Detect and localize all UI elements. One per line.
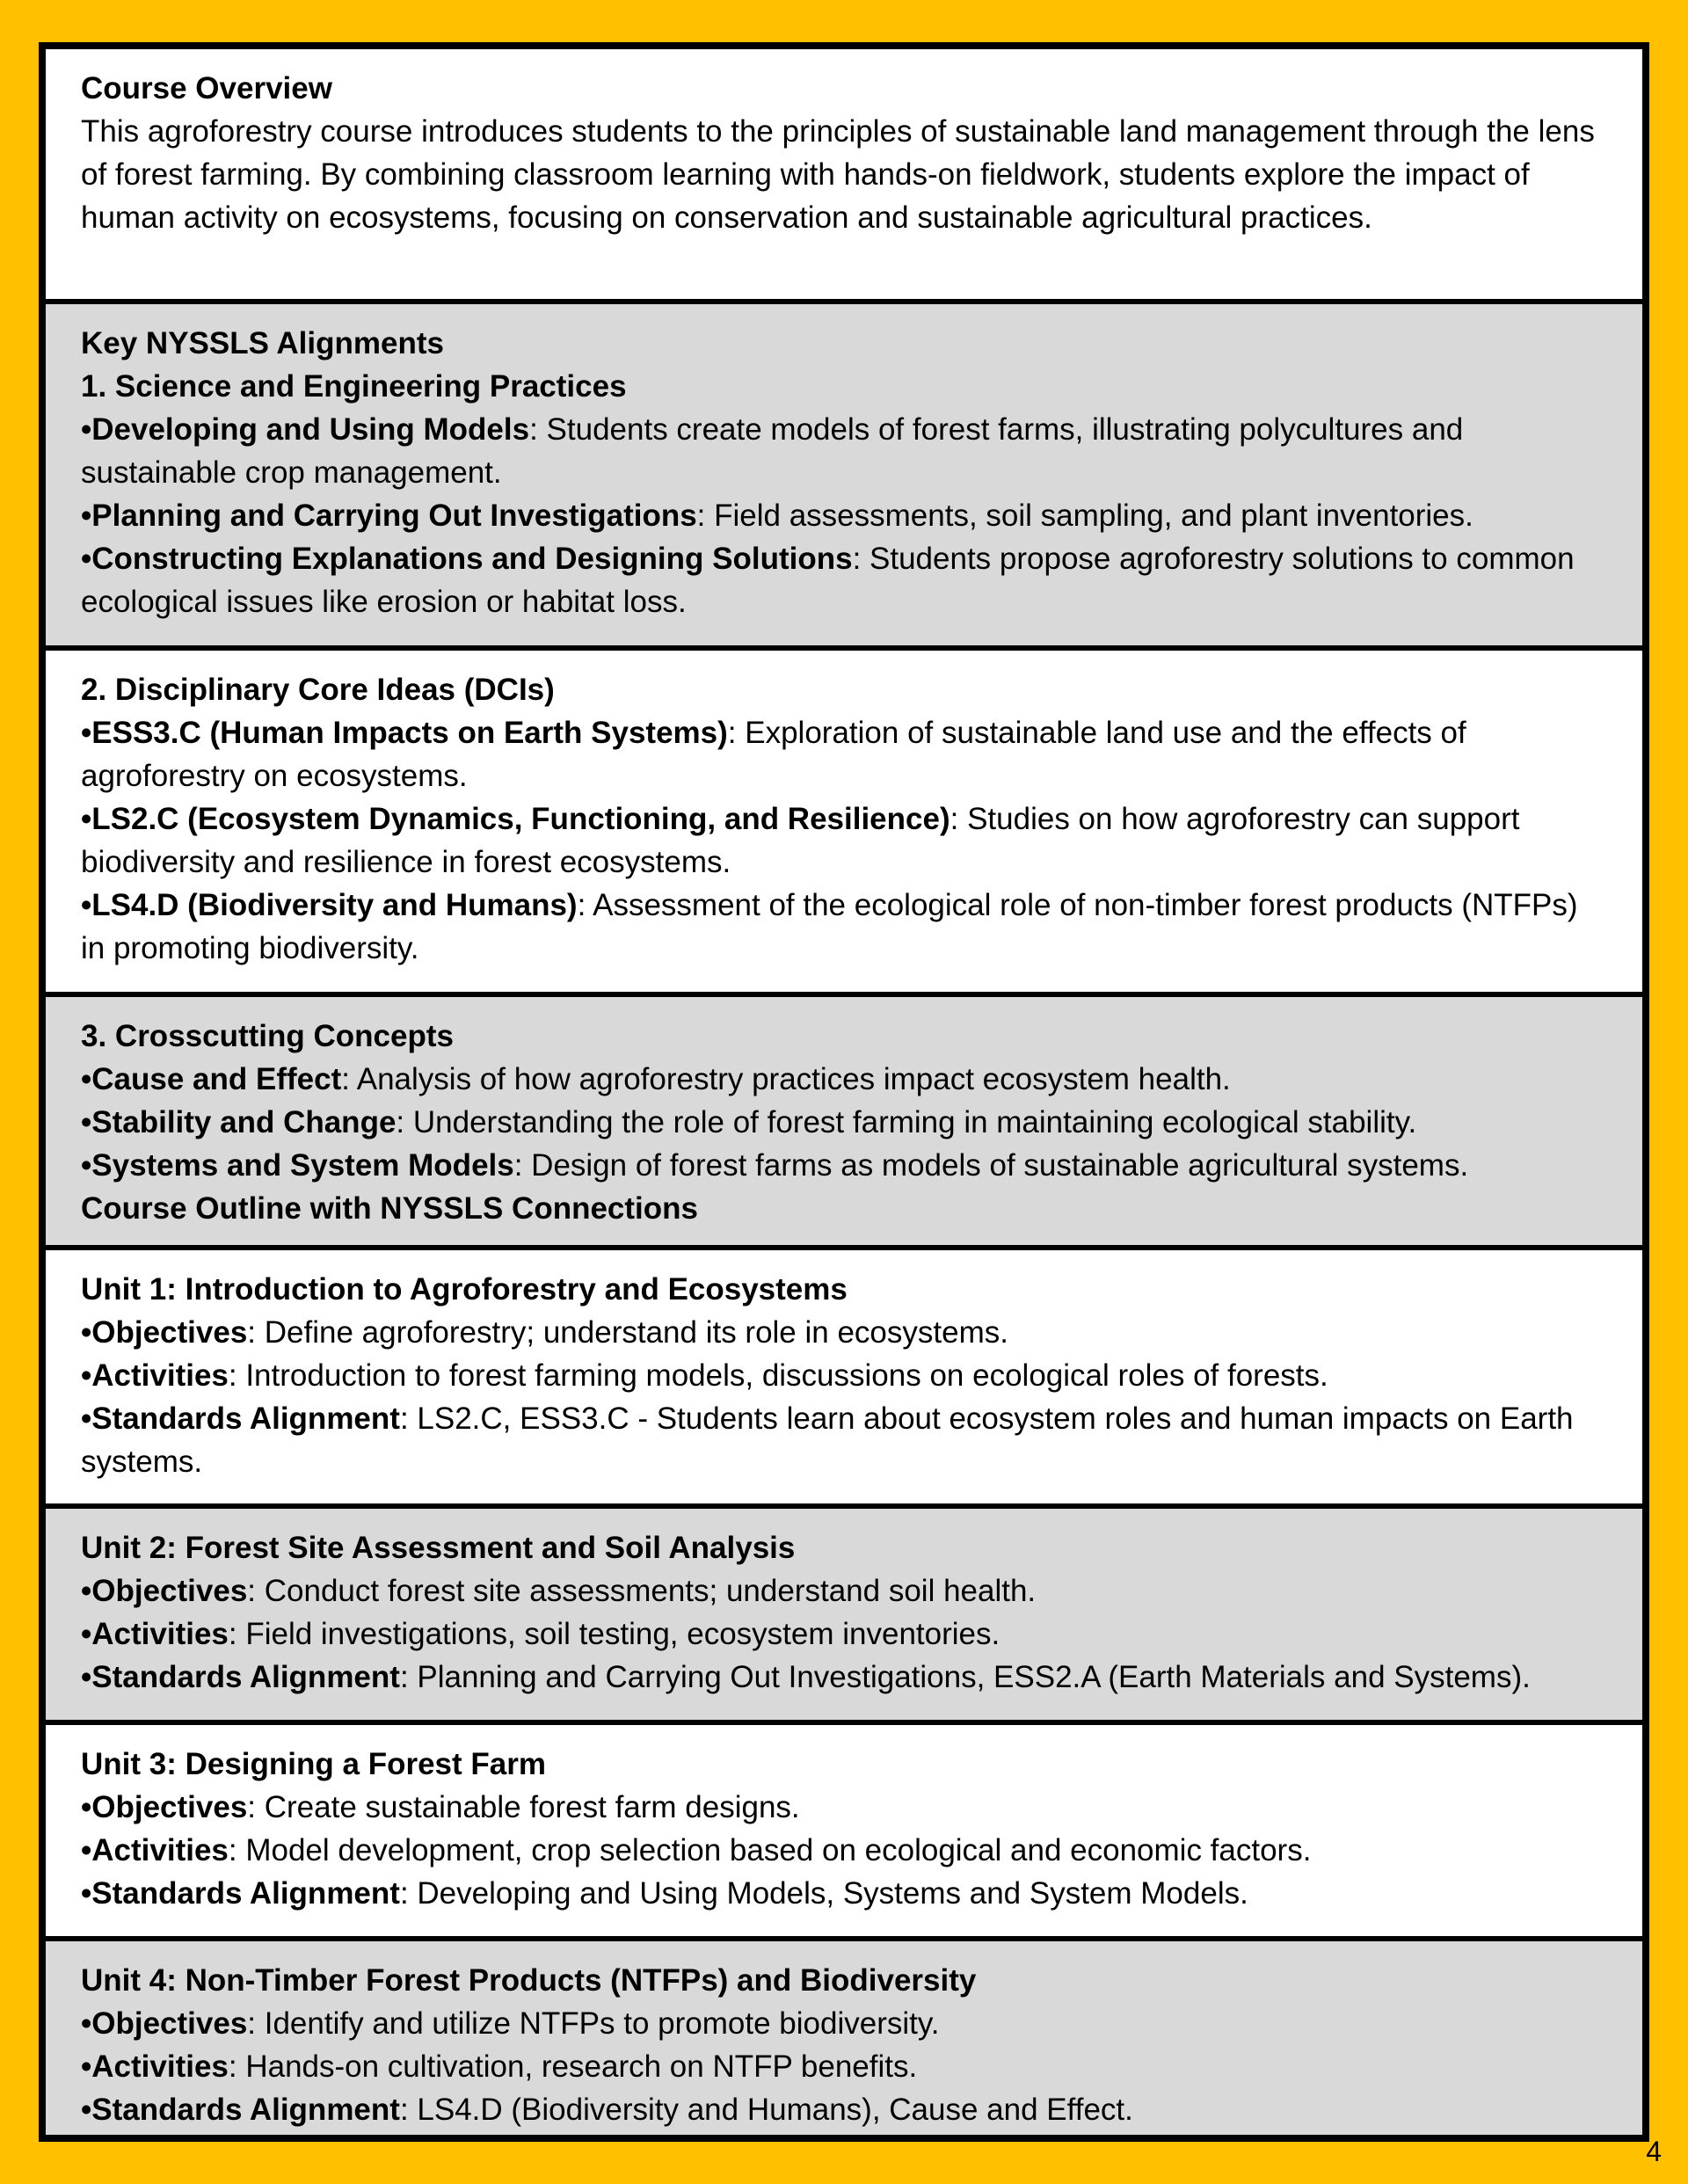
crosscutting-section [46,992,1642,1245]
bullet-term: •Activities [81,2049,229,2084]
bullet-item [81,884,1607,970]
key-alignments-section [46,299,1642,645]
bullet-desc: : Studies on how agroforestry can support biodiversity and resilience in forest ecosystems. [81,802,1520,879]
bullet-term: •Cause and Effect [81,1062,342,1096]
section-heading: 2. Disciplinary Core Ideas (DCIs) [81,673,555,707]
bullet-term: •Standards Alignment [81,1660,400,1694]
bullet-item [81,1311,1607,1354]
bullet-item [81,1872,1607,1915]
bullet-term: •Objectives [81,1790,248,1824]
bullet-item [81,2045,1607,2088]
section-heading: 3. Crosscutting Concepts [81,1019,454,1053]
bullet-desc: : Understanding the role of forest farming in maintaining ecological stability. [396,1105,1417,1139]
section-heading: Course Outline with NYSSLS Connections [81,1191,698,1226]
bullet-item [81,1101,1607,1144]
bullet-item [81,797,1607,884]
bullet-item [81,1656,1607,1699]
bullet-term: •Activities [81,1833,229,1867]
bullet-desc: : Conduct forest site assessments; understand soil health. [247,1574,1037,1608]
bullet-term: •Objectives [81,2006,248,2041]
bullet-item [81,408,1607,494]
bullet-desc: : Students create models of forest farms, illustrating polycultures and sustainable crop management. [81,412,1464,490]
bullet-term: •LS4.D (Biodiversity and Humans) [81,888,578,922]
unit-2-section [46,1503,1642,1720]
document-frame [39,42,1649,2142]
bullet-desc: : Analysis of how agroforestry practices impact ecosystem health. [341,1062,1231,1096]
bullet-term: •Standards Alignment [81,2093,400,2127]
bullet-item [81,1786,1607,1829]
bullet-desc: : Model development, crop selection based on ecological and economic factors. [228,1833,1312,1867]
bullet-desc: : Design of forest farms as models of sustainable agricultural systems. [513,1148,1469,1183]
bullet-desc: : Create sustainable forest farm designs. [247,1790,800,1824]
bullet-desc: : Developing and Using Models, Systems and System Models. [399,1876,1248,1911]
bullet-desc: : Identify and utilize NTFPs to promote biodiversity. [247,2006,940,2041]
bullet-item [81,2088,1607,2131]
section-heading: Key NYSSLS Alignments [81,326,444,360]
unit-title: Unit 4: Non-Timber Forest Products (NTFPs) and Biodiversity [81,1963,977,1998]
bullet-item [81,537,1607,623]
bullet-desc: : Planning and Carrying Out Investigations, ESS2.A (Earth Materials and Systems). [399,1660,1531,1694]
dci-section [46,645,1642,992]
bullet-term: •Objectives [81,1315,248,1350]
unit-1-section [46,1245,1642,1503]
bullet-desc: : LS2.C, ESS3.C - Students learn about ecosystem roles and human impacts on Earth systems. [81,1401,1574,1479]
bullet-item [81,1058,1607,1101]
bullet-desc: : Field investigations, soil testing, ecosystem inventories. [228,1617,1000,1651]
bullet-desc: : Assessment of the ecological role of non-timber forest products (NTFPs) in promoting biodiversity. [81,888,1578,965]
bullet-item [81,1397,1607,1483]
bullet-item [81,494,1607,537]
bullet-desc: : Field assessments, soil sampling, and plant inventories. [696,499,1473,533]
bullet-term: •Planning and Carrying Out Investigations [81,499,697,533]
bullet-desc: : Students propose agroforestry solutions to common ecological issues like erosion or habitat loss. [81,542,1575,619]
bullet-item [81,1354,1607,1397]
bullet-desc: : Define agroforestry; understand its role in ecosystems. [247,1315,1008,1350]
unit-3-section [46,1720,1642,1936]
unit-4-section [46,1936,1642,2135]
bullet-term: •Standards Alignment [81,1876,400,1911]
bullet-term: •Stability and Change [81,1105,397,1139]
unit-title: Unit 1: Introduction to Agroforestry and Ecosystems [81,1272,848,1307]
bullet-desc: : Exploration of sustainable land use and the effects of agroforestry on ecosystems. [81,716,1466,793]
section-heading: Course Overview [81,71,332,106]
section-subheading: 1. Science and Engineering Practices [81,369,627,404]
bullet-item [81,1144,1607,1187]
unit-title: Unit 2: Forest Site Assessment and Soil Analysis [81,1531,796,1565]
bullet-term: •Objectives [81,1574,248,1608]
bullet-desc: : Introduction to forest farming models, discussions on ecological roles of forests. [228,1358,1328,1393]
bullet-term: •Constructing Explanations and Designing Solutions [81,542,853,576]
bullet-item [81,2002,1607,2045]
bullet-term: •Standards Alignment [81,1401,400,1436]
bullet-term: •Systems and System Models [81,1148,514,1183]
unit-title: Unit 3: Designing a Forest Farm [81,1747,546,1781]
bullet-desc: : Hands-on cultivation, research on NTFP benefits. [228,2049,918,2084]
bullet-item [81,1613,1607,1656]
bullet-term: •Developing and Using Models [81,412,530,447]
course-overview-section [46,49,1642,299]
bullet-term: •ESS3.C (Human Impacts on Earth Systems) [81,716,728,750]
bullet-item [81,1569,1607,1613]
bullet-item [81,711,1607,797]
bullet-item [81,1829,1607,1872]
bullet-desc: : LS4.D (Biodiversity and Humans), Cause and Effect. [399,2093,1133,2127]
page-number: 4 [1646,2136,1662,2167]
bullet-term: •LS2.C (Ecosystem Dynamics, Functioning, and Resilience) [81,802,950,836]
overview-paragraph: This agroforestry course introduces students to the principles of sustainable land management through the lens of forest farming. By combining classroom learning with hands-on fieldwork, students explore the impact of human activity on ecosystems, focusing on conservation and sustainable agricultural practices. [81,114,1595,235]
bullet-term: •Activities [81,1358,229,1393]
bullet-term: •Activities [81,1617,229,1651]
